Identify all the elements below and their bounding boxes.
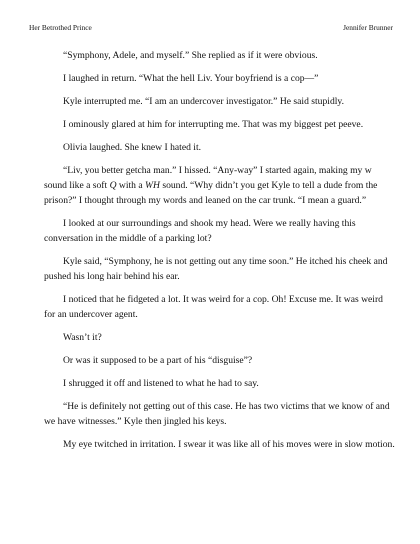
paragraph: I laughed in return. “What the hell Liv. Your boyfriend is a cop—” bbox=[63, 72, 319, 84]
book-title: Her Betrothed Prince bbox=[29, 23, 92, 32]
paragraph: Kyle said, “Symphony, he is not getting out any time soon.” He itched his cheek and pushed his long hair behind his ear. bbox=[44, 256, 388, 283]
paragraph: I looked at our surroundings and shook my head. Were we really having this conversation in the middle of a parking lot? bbox=[44, 218, 356, 245]
paragraph: My eye twitched in irritation. I swear it was like all of his moves were in slow motion. bbox=[63, 439, 395, 451]
paragraph: Olivia laughed. She knew I hated it. bbox=[63, 141, 202, 153]
paragraph: Or was it supposed to be a part of his “disguise”? bbox=[63, 355, 253, 367]
paragraph-with-italics bbox=[44, 163, 396, 208]
paragraph-text: “Liv, you better getcha man.” I hissed. “Any-way” I started again, making my w sound like a soft bbox=[44, 164, 372, 192]
paragraph: I ominously glared at him for interrupting me. That was my biggest pet peeve. bbox=[63, 118, 364, 130]
paragraph: I shrugged it off and listened to what he had to say. bbox=[63, 378, 259, 390]
paragraph-text: sound. “Why didn’t you get Kyle to tell a dude from the prison?” I thought through my words and leaned on the car trunk. “I mean a guard.” bbox=[44, 180, 378, 207]
author-name: Jennifer Brunner bbox=[343, 23, 393, 32]
italic-letter-q: Q bbox=[109, 180, 117, 192]
paragraph: “Symphony, Adele, and myself.” She replied as if it were obvious. bbox=[63, 50, 318, 61]
italic-letters-wh: WH bbox=[145, 180, 160, 192]
running-header bbox=[29, 22, 393, 34]
body-text bbox=[44, 48, 396, 460]
paragraph: Kyle interrupted me. “I am an undercover investigator.” He said stupidly. bbox=[63, 95, 344, 107]
paragraph: “He is definitely not getting out of this case. He has two victims that we know of and we have witnesses.” Kyle then jingled his keys. bbox=[44, 401, 390, 428]
paragraph: I noticed that he fidgeted a lot. It was weird for a cop. Oh! Excuse me. It was weird for an undercover agent. bbox=[44, 294, 383, 321]
paragraph: Wasn’t it? bbox=[63, 332, 102, 344]
paragraph-text: with a bbox=[116, 180, 146, 192]
